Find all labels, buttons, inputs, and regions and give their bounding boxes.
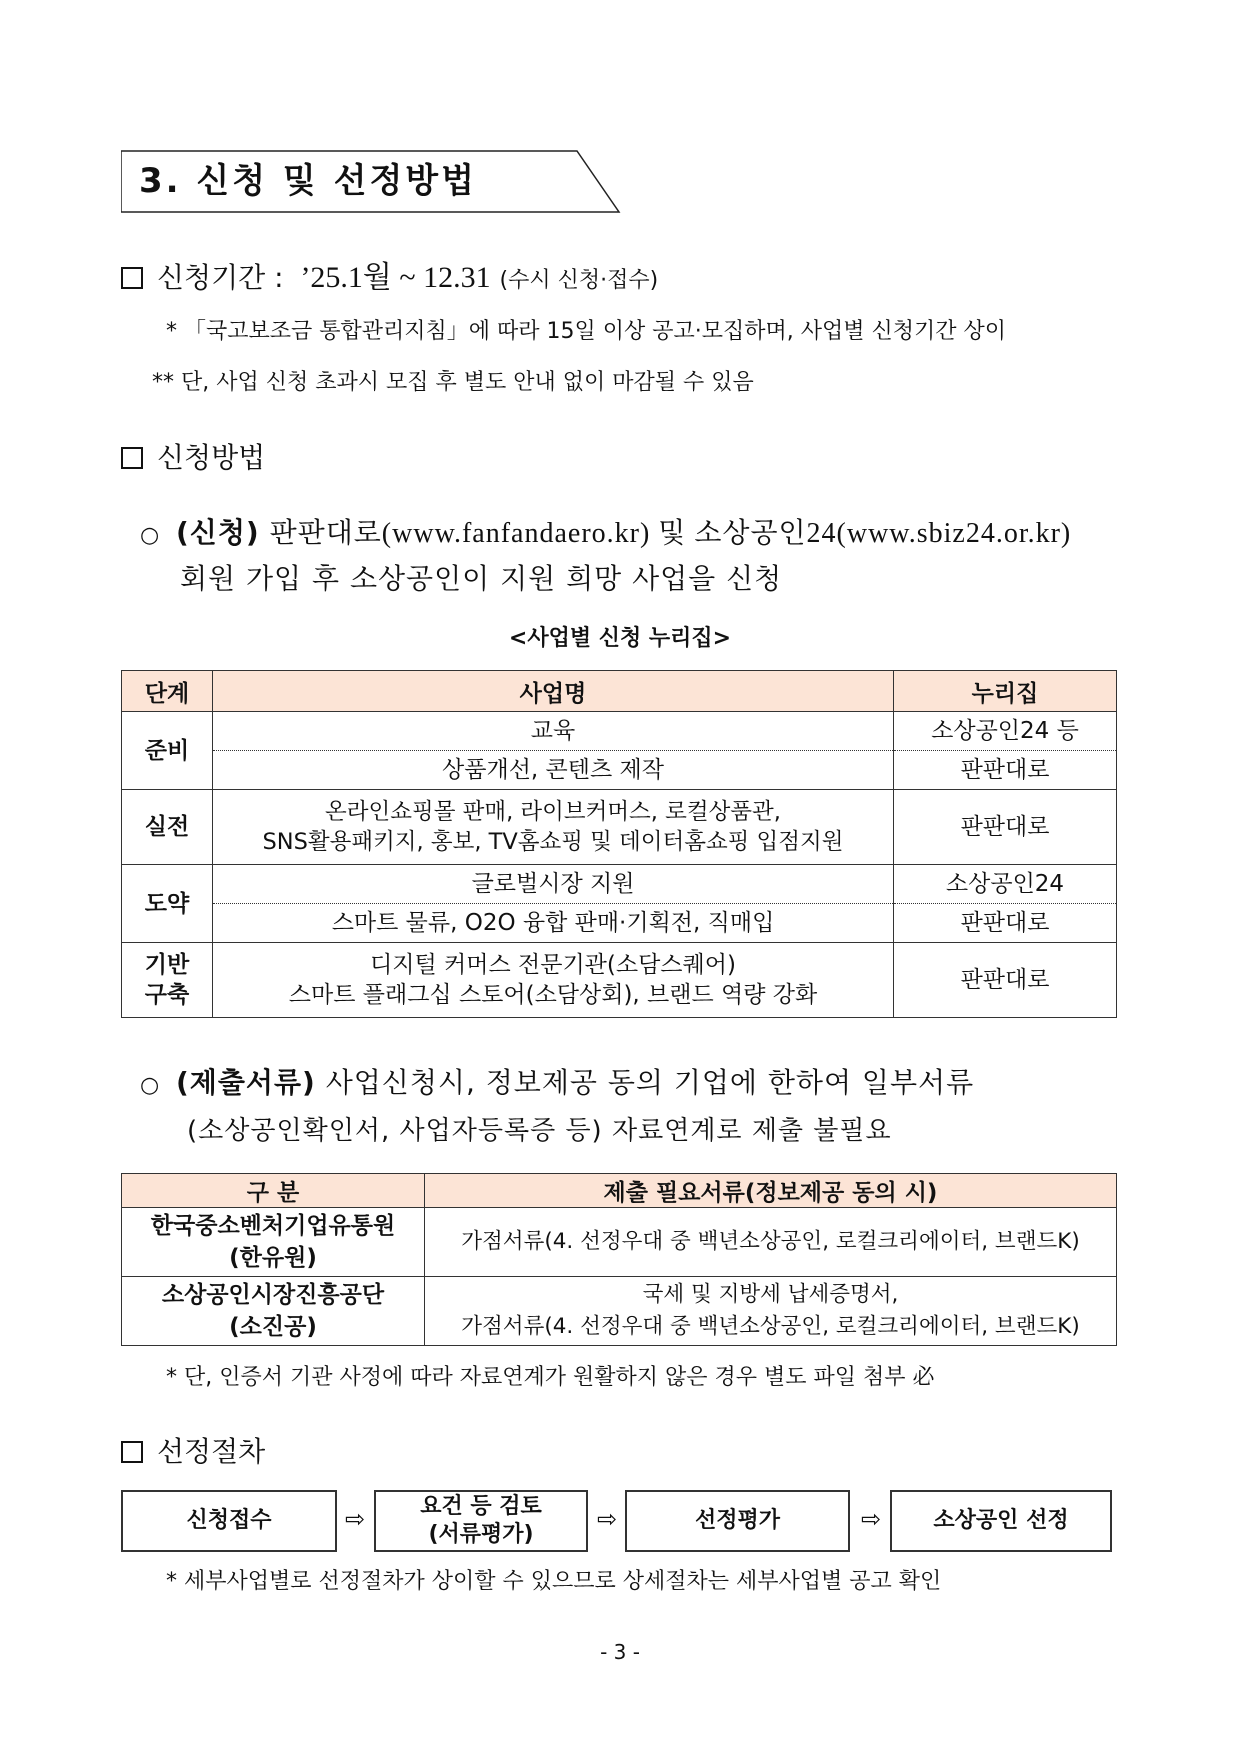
docs-hanyuwon: 가점서류(4. 선정우대 중 백년소상공인, 로컬크리에이터, 브랜드K): [425, 1208, 1117, 1277]
row-online-site: 판판대로: [894, 790, 1117, 865]
row-global-site: 소상공인24: [894, 865, 1117, 904]
docs-table: [121, 1173, 1117, 1346]
period-paren: (수시 신청·접수): [499, 268, 659, 293]
method-heading: [121, 438, 265, 478]
header-org: 구 분: [122, 1174, 425, 1208]
table-row: [122, 1277, 1117, 1346]
section-title: 3. 신청 및 선정방법: [139, 161, 477, 201]
table-row: [122, 904, 1117, 943]
flow-step-2: 요건 등 검토 (서류평가): [374, 1490, 588, 1552]
flow-step-4: 소상공인 선정: [890, 1490, 1112, 1552]
docs-tag: (제출서류): [176, 1066, 316, 1099]
row-content-site: 판판대로: [894, 751, 1117, 790]
row-smart-name: 스마트 물류, O2O 융합 판매·기획전, 직매입: [213, 904, 894, 943]
period-note-1: * 「국고보조금 통합관리지침」에 따라 15일 이상 공고·모집하며, 사업별 신청기간 상이: [166, 319, 1006, 344]
stage-base: 기반 구축: [122, 943, 213, 1018]
circle-bullet-icon: ○: [140, 523, 161, 548]
arrow-right-icon: ⇨: [861, 1505, 882, 1533]
apply-tag: (신청): [176, 516, 260, 549]
page-number: - 3 -: [600, 1640, 640, 1664]
header-docs: 제출 필요서류(정보제공 동의 시): [425, 1174, 1117, 1208]
stage-practice: 실전: [122, 790, 213, 865]
selection-label: 선정절차: [157, 1435, 266, 1468]
period-label: 신청기간 :: [157, 261, 284, 294]
row-online-name: 온라인쇼핑몰 판매, 라이브커머스, 로컬상품관, SNS활용패키지, 홍보, TV홈쇼핑 및 데이터홈쇼핑 입점지원: [213, 790, 894, 865]
checkbox-bullet-icon: [121, 1441, 143, 1463]
apply-text-1: 판판대로(www.fanfandaero.kr) 및 소상공인24(www.sbiz24.or.kr): [269, 518, 1072, 549]
docs-text-1: 사업신청시, 정보제공 동의 기업에 한하여 일부서류: [325, 1066, 975, 1099]
period-heading: [121, 258, 658, 301]
header-site: 누리집: [894, 671, 1117, 712]
checkbox-bullet-icon: [121, 447, 143, 469]
selection-heading: [121, 1432, 265, 1472]
section-header: [121, 150, 621, 214]
checkbox-bullet-icon: [121, 267, 143, 289]
flow-step-1: 신청접수: [121, 1490, 337, 1552]
docs-note: * 단, 인증서 기관 사정에 따라 자료연계가 원활하지 않은 경우 별도 파일 첨부 必: [166, 1365, 935, 1390]
apply-line-2: 회원 가입 후 소상공인이 지원 희망 사업을 신청: [180, 562, 783, 595]
apply-line-1: [140, 512, 1071, 557]
flow-step-3: 선정평가: [625, 1490, 850, 1552]
arrow-right-icon: ⇨: [597, 1505, 618, 1533]
stage-leap: 도약: [122, 865, 213, 943]
docs-sojingong: 국세 및 지방세 납세증명서, 가점서류(4. 선정우대 중 백년소상공인, 로컬크리에이터, 브랜드K): [425, 1277, 1117, 1346]
header-name: 사업명: [213, 671, 894, 712]
row-digital-name: 디지털 커머스 전문기관(소담스퀘어) 스마트 플래그십 스토어(소담상회), 브랜드 역량 강화: [213, 943, 894, 1018]
table-row: [122, 1208, 1117, 1277]
site-table: [121, 670, 1117, 1018]
table-row: [122, 943, 1117, 1018]
table-row: [122, 751, 1117, 790]
row-digital-site: 판판대로: [894, 943, 1117, 1018]
table-row: [122, 712, 1117, 751]
org-hanyuwon: 한국중소벤처기업유통원 (한유원): [122, 1208, 425, 1277]
arrow-right-icon: ⇨: [345, 1505, 366, 1533]
row-content-name: 상품개선, 콘텐츠 제작: [213, 751, 894, 790]
row-global-name: 글로벌시장 지원: [213, 865, 894, 904]
table-row: [122, 865, 1117, 904]
row-smart-site: 판판대로: [894, 904, 1117, 943]
docs-line-1: [140, 1062, 974, 1107]
circle-bullet-icon: ○: [140, 1073, 161, 1098]
method-label: 신청방법: [157, 441, 266, 474]
period-value: ’25.1월 ~ 12.31: [300, 261, 491, 294]
period-note-2: ** 단, 사업 신청 초과시 모집 후 별도 안내 없이 마감될 수 있음: [152, 370, 754, 395]
selection-note: * 세부사업별로 선정절차가 상이할 수 있으므로 상세절차는 세부사업별 공고 확인: [166, 1569, 942, 1594]
table-row: [122, 790, 1117, 865]
docs-line-2: (소상공인확인서, 사업자등록증 등) 자료연계로 제출 불필요: [187, 1116, 892, 1146]
row-edu-site: 소상공인24 등: [894, 712, 1117, 751]
org-sojingong: 소상공인시장진흥공단 (소진공): [122, 1277, 425, 1346]
header-stage: 단계: [122, 671, 213, 712]
table-caption: <사업별 신청 누리집>: [508, 626, 732, 651]
stage-prep: 준비: [122, 712, 213, 790]
row-edu-name: 교육: [213, 712, 894, 751]
